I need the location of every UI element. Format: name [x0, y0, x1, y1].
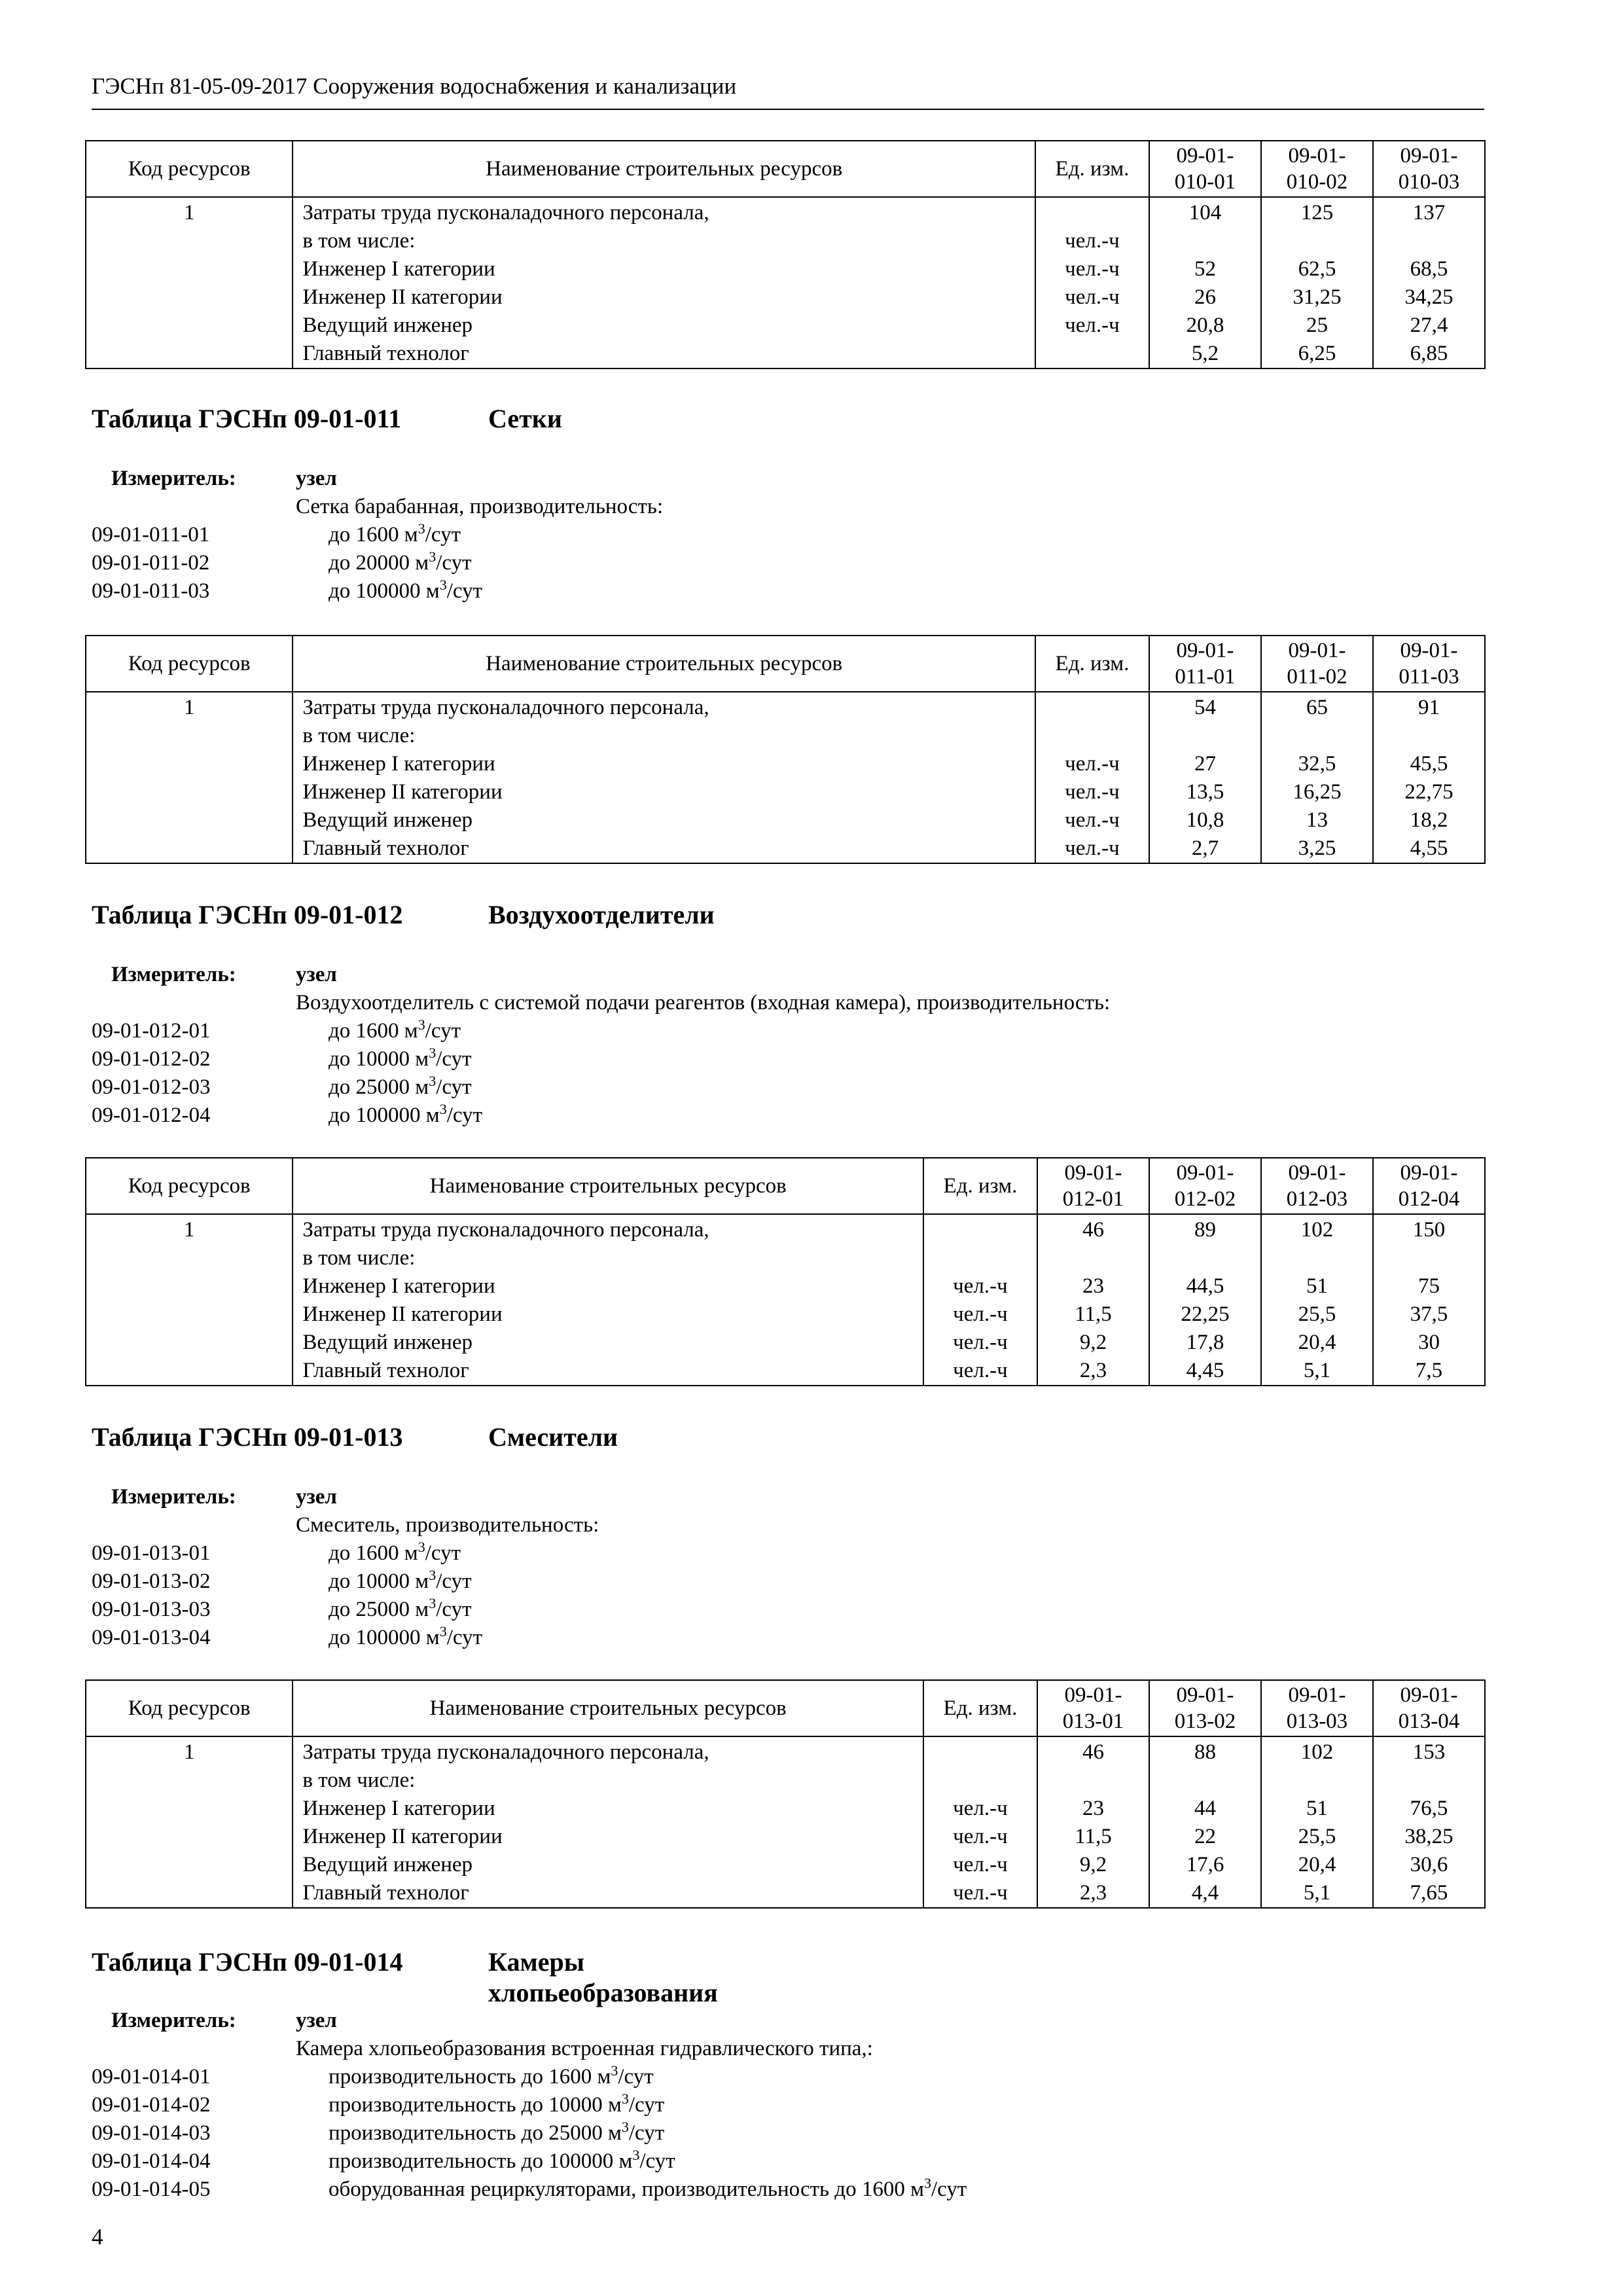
measure-unit: узел — [296, 467, 337, 490]
col-header-norm: 09-01- 012-01 — [1037, 1158, 1149, 1214]
item-text: до 100000 $м^3$/сут — [329, 1623, 482, 1649]
item-text: до 1600 $м^3$/сут — [329, 1016, 461, 1043]
col-header-norm: 09-01- 010-01 — [1149, 141, 1261, 197]
measure-label: Измеритель: — [111, 963, 236, 986]
table-title: Таблица ГЭСНп 09-01-013 Смесители — [92, 1422, 618, 1452]
item-text: до 1600 $м^3$/сут — [329, 1539, 461, 1565]
resource-names: Затраты труда пусконаладочного персонала, в том числе: Инженер I категории Инженер II категории Ведущий инженер Главный технолог — [293, 1214, 923, 1386]
norm-values: 137 68,5 34,25 27,4 6,85 — [1373, 197, 1485, 368]
resource-code: 1 — [86, 1214, 293, 1386]
norm-values: 91 45,5 22,75 18,2 4,55 — [1373, 692, 1485, 863]
col-header-name: Наименование строительных ресурсов — [293, 141, 1035, 197]
col-header-norm: 09-01- 013-04 — [1373, 1680, 1485, 1736]
resource-code: 1 — [86, 692, 293, 863]
measure-unit: узел — [296, 2009, 337, 2032]
item-text: до 1600 $м^3$/сут — [329, 520, 461, 547]
item-text: до 100000 $м^3$/сут — [329, 577, 482, 603]
col-header-unit: Ед. изм. — [1035, 141, 1149, 197]
item-code: 09-01-013-01 — [92, 1541, 211, 1565]
resource-table-012 — [85, 1157, 1486, 1386]
measure-unit: узел — [296, 1485, 337, 1509]
norm-values: 65 32,5 16,25 13 3,25 — [1261, 692, 1373, 863]
norm-values: 125 62,5 31,25 25 6,25 — [1261, 197, 1373, 368]
resource-units: чел.-ч чел.-ч чел.-ч чел.-ч — [923, 1214, 1037, 1386]
item-code: 09-01-014-01 — [92, 2065, 211, 2089]
col-header-norm: 09-01- 012-04 — [1373, 1158, 1485, 1214]
measure-label: Измеритель: — [111, 2009, 236, 2032]
col-header-unit: Ед. изм. — [1035, 636, 1149, 692]
measure-label: Измеритель: — [111, 467, 236, 490]
col-header-code: Код ресурсов — [86, 141, 293, 197]
resource-names: Затраты труда пусконаладочного персонала, в том числе: Инженер I категории Инженер II категории Ведущий инженер Главный технолог — [293, 1736, 923, 1908]
col-header-name: Наименование строительных ресурсов — [293, 1158, 923, 1214]
item-text: до 10000 $м^3$/сут — [329, 1045, 472, 1071]
col-header-norm: 09-01- 012-03 — [1261, 1158, 1373, 1214]
item-code: 09-01-012-01 — [92, 1019, 211, 1043]
item-text: до 25000 $м^3$/сут — [329, 1595, 472, 1621]
item-code: 09-01-011-01 — [92, 523, 210, 547]
item-text: производительность до 25000 $м^3$/сут — [329, 2119, 665, 2145]
col-header-norm: 09-01- 010-03 — [1373, 141, 1485, 197]
item-code: 09-01-012-02 — [92, 1047, 211, 1071]
resource-units: чел.-ч чел.-ч чел.-ч чел.-ч — [1035, 692, 1149, 863]
col-header-norm: 09-01- 013-03 — [1261, 1680, 1373, 1736]
resource-table-013 — [85, 1679, 1486, 1909]
norm-values: 104 52 26 20,8 5,2 — [1149, 197, 1261, 368]
item-text: до 25000 $м^3$/сут — [329, 1073, 472, 1099]
col-header-code: Код ресурсов — [86, 1680, 293, 1736]
col-header-norm: 09-01- 013-02 — [1149, 1680, 1261, 1736]
col-header-norm: 09-01- 013-01 — [1037, 1680, 1149, 1736]
resource-units: чел.-ч чел.-ч чел.-ч чел.-ч — [923, 1736, 1037, 1908]
resource-code: 1 — [86, 197, 293, 368]
col-header-name: Наименование строительных ресурсов — [293, 1680, 923, 1736]
item-text: оборудованная рециркуляторами, производительность до 1600 $м^3$/сут — [329, 2175, 967, 2201]
item-text: до 20000 $м^3$/сут — [329, 548, 472, 575]
norm-values: 46 23 11,5 9,2 2,3 — [1037, 1736, 1149, 1908]
header-rule — [92, 109, 1484, 110]
item-text: до 10000 $м^3$/сут — [329, 1567, 472, 1593]
item-code: 09-01-012-03 — [92, 1075, 211, 1099]
section-description: Сетка барабанная, производительность: — [296, 495, 664, 518]
resource-table-010 — [85, 140, 1486, 369]
col-header-norm: 09-01- 011-01 — [1149, 636, 1261, 692]
section-description: Воздухоотделитель с системой подачи реагентов (входная камера), производительность: — [296, 991, 1111, 1014]
item-text: производительность до 100000 $м^3$/сут — [329, 2147, 675, 2173]
col-header-name: Наименование строительных ресурсов — [293, 636, 1035, 692]
col-header-norm: 09-01- 011-03 — [1373, 636, 1485, 692]
col-header-norm: 09-01- 011-02 — [1261, 636, 1373, 692]
table-title: Таблица ГЭСНп 09-01-014 Камеры хлопьеобразования — [92, 1947, 718, 2007]
item-code: 09-01-014-05 — [92, 2178, 211, 2201]
item-code: 09-01-014-03 — [92, 2121, 211, 2145]
page-number: 4 — [92, 2224, 103, 2250]
norm-values: 153 76,5 38,25 30,6 7,65 — [1373, 1736, 1485, 1908]
section-description: Смеситель, производительность: — [296, 1513, 599, 1537]
col-header-code: Код ресурсов — [86, 1158, 293, 1214]
item-text: производительность до 1600 $м^3$/сут — [329, 2062, 654, 2089]
resource-names: Затраты труда пусконаладочного персонала, в том числе: Инженер I категории Инженер II категории Ведущий инженер Главный технолог — [293, 197, 1035, 368]
item-code: 09-01-014-04 — [92, 2149, 211, 2173]
table-title: Таблица ГЭСНп 09-01-011 Сетки — [92, 404, 562, 433]
resource-code: 1 — [86, 1736, 293, 1908]
table-title: Таблица ГЭСНп 09-01-012 Воздухоотделители — [92, 900, 715, 929]
item-code: 09-01-013-04 — [92, 1626, 211, 1649]
item-code: 09-01-014-02 — [92, 2093, 211, 2117]
item-code: 09-01-011-03 — [92, 579, 210, 603]
resource-table-011 — [85, 635, 1486, 864]
measure-label: Измеритель: — [111, 1485, 236, 1509]
norm-values: 102 51 25,5 20,4 5,1 — [1261, 1214, 1373, 1386]
section-description: Камера хлопьеобразования встроенная гидравлического типа,: — [296, 2037, 873, 2060]
item-code: 09-01-012-04 — [92, 1103, 211, 1127]
norm-values: 150 75 37,5 30 7,5 — [1373, 1214, 1485, 1386]
item-text: до 100000 $м^3$/сут — [329, 1101, 482, 1127]
col-header-code: Код ресурсов — [86, 636, 293, 692]
norm-values: 46 23 11,5 9,2 2,3 — [1037, 1214, 1149, 1386]
norm-values: 88 44 22 17,6 4,4 — [1149, 1736, 1261, 1908]
item-text: производительность до 10000 $м^3$/сут — [329, 2090, 665, 2117]
norm-values: 89 44,5 22,25 17,8 4,45 — [1149, 1214, 1261, 1386]
norm-values: 102 51 25,5 20,4 5,1 — [1261, 1736, 1373, 1908]
resource-units: чел.-ч чел.-ч чел.-ч чел.-ч — [1035, 197, 1149, 368]
item-code: 09-01-013-02 — [92, 1570, 211, 1593]
running-header: ГЭСНп 81-05-09-2017 Сооружения водоснабжения и канализации — [92, 73, 737, 99]
col-header-unit: Ед. изм. — [923, 1158, 1037, 1214]
measure-unit: узел — [296, 963, 337, 986]
item-code: 09-01-011-02 — [92, 551, 210, 575]
norm-values: 54 27 13,5 10,8 2,7 — [1149, 692, 1261, 863]
item-code: 09-01-013-03 — [92, 1598, 211, 1621]
col-header-unit: Ед. изм. — [923, 1680, 1037, 1736]
resource-names: Затраты труда пусконаладочного персонала, в том числе: Инженер I категории Инженер II категории Ведущий инженер Главный технолог — [293, 692, 1035, 863]
col-header-norm: 09-01- 010-02 — [1261, 141, 1373, 197]
col-header-norm: 09-01- 012-02 — [1149, 1158, 1261, 1214]
